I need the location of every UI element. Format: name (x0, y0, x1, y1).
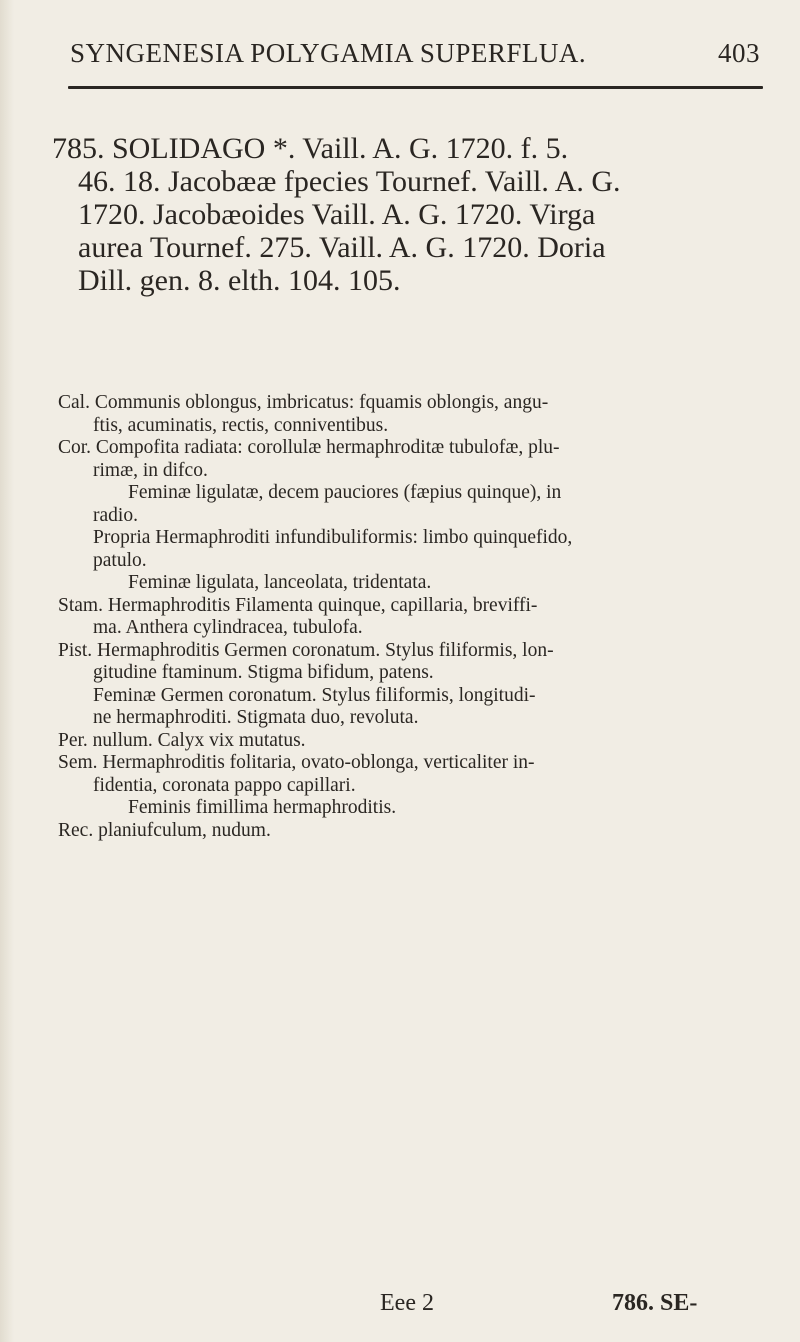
description-line: rimæ, in difco. (93, 459, 208, 481)
running-head-title: SYNGENESIA POLYGAMIA SUPERFLUA. (70, 38, 587, 68)
description-line: ma. Anthera cylindracea, tubulofa. (93, 617, 363, 638)
description-line: Stam. Hermaphroditis Filamenta quinque, capillaria, breviffi- (58, 594, 538, 616)
description-line: Cor. Compofita radiata: corollulæ hermaphroditæ tubulofæ, plu- (58, 437, 560, 458)
genus-entry (52, 132, 762, 297)
page-gutter-shadow (0, 0, 14, 1342)
description-line: Propria Hermaphroditi infundibuliformis: limbo quinquefido, (93, 527, 573, 548)
description-line: Rec. planiufculum, nudum. (58, 819, 271, 841)
description-line: Feminæ ligulata, lanceolata, tridentata. (128, 572, 432, 593)
entry-line: Dill. gen. 8. elth. 104. 105. (78, 264, 401, 297)
description-line: Per. nullum. Calyx vix mutatus. (58, 729, 306, 751)
page-number: 403 (718, 38, 760, 68)
entry-line: 785. SOLIDAGO *. Vaill. A. G. 1720. f. 5. (52, 132, 569, 165)
entry-line: aurea Tournef. 275. Vaill. A. G. 1720. Doria (78, 231, 606, 264)
description-line: Feminæ Germen coronatum. Stylus filiformis, longitudi- (93, 684, 536, 706)
description-line: Feminis fimillima hermaphroditis. (128, 797, 397, 818)
description-line: ftis, acuminatis, rectis, conniventibus. (93, 414, 389, 436)
description-line: Feminæ ligulatæ, decem pauciores (fæpius quinque), in (128, 482, 562, 503)
entry-line: 46. 18. Jacobææ fpecies Tournef. Vaill. A. G. (78, 165, 621, 198)
description-line: Cal. Communis oblongus, imbricatus: fquamis oblongis, angu- (58, 392, 549, 413)
header-rule (68, 86, 763, 89)
description-line: Sem. Hermaphroditis folitaria, ovato-oblonga, verticaliter in- (58, 752, 535, 773)
description-line: Pist. Hermaphroditis Germen coronatum. Stylus filiformis, lon- (58, 639, 554, 661)
description-line: fidentia, coronata pappo capillari. (93, 774, 356, 796)
description-line: ne hermaphroditi. Stigmata duo, revoluta. (93, 707, 419, 728)
genus-description (58, 392, 768, 842)
catchword: 786. SE- (612, 1290, 698, 1316)
description-line: patulo. (93, 549, 147, 571)
description-line: radio. (93, 504, 138, 526)
signature-mark: Eee 2 (380, 1290, 434, 1316)
entry-line: 1720. Jacobæoides Vaill. A. G. 1720. Virga (78, 198, 596, 231)
description-line: gitudine ftaminum. Stigma bifidum, patens. (93, 662, 434, 683)
